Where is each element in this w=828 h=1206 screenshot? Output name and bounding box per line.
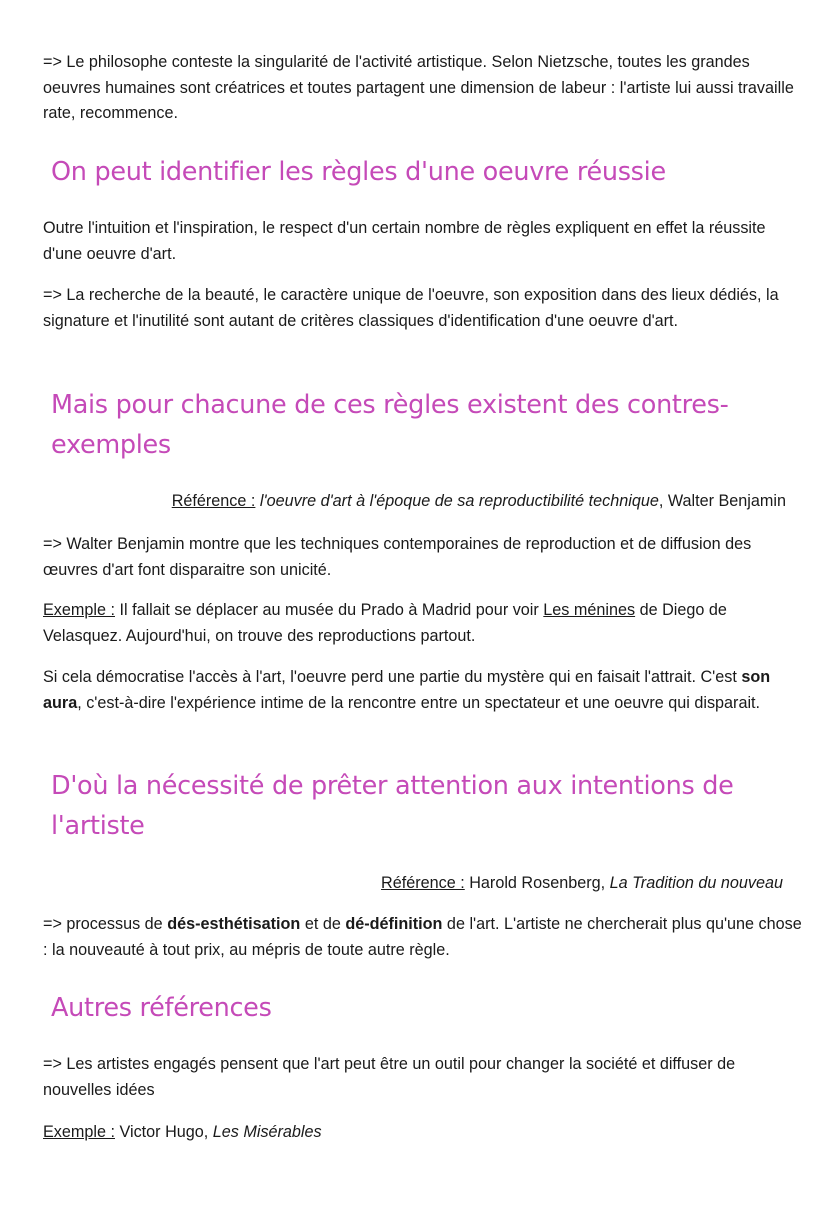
example-title: Les Misérables — [212, 1123, 322, 1141]
section1-paragraph-2: => La recherche de la beauté, le caractère unique de l'oeuvre, son exposition dans des lieux dédiés, la signature et l'inutilité sont autant de critères classiques d'identification d'une oeuvre d'art. — [43, 286, 779, 330]
section-heading-counterexamples: Mais pour chacune de ces règles existent des contres-exemples — [51, 390, 729, 460]
reference-author: Harold Rosenberg, — [464, 874, 610, 892]
para-text-b: et de — [300, 915, 346, 933]
section4-paragraph-1: => Les artistes engagés pensent que l'art peut être un outil pour changer la société et diffuser de nouvelles idées — [43, 1055, 736, 1099]
example-label: Exemple : — [43, 601, 115, 619]
intro-paragraph: => Le philosophe conteste la singularité de l'activité artistique. Selon Nietzsche, toutes les grandes oeuvres humaines sont créatrices et toutes partagent une dimension de labeur : l'artiste lui aussi travaille rate, recommence. — [43, 53, 794, 122]
example-text-a: Il fallait se déplacer au musée du Prado à Madrid pour voir — [114, 601, 544, 619]
section4-example — [43, 1120, 803, 1146]
para3-bold: son aura — [43, 668, 771, 712]
example-author: Victor Hugo, — [114, 1123, 213, 1141]
reference-rosenberg — [381, 871, 783, 897]
section-heading-intentions: D'où la nécessité de prêter attention aux intentions de l'artiste — [51, 771, 734, 841]
section2-paragraph-3 — [43, 665, 803, 716]
reference-label: Référence : — [381, 874, 465, 892]
reference-title: La Tradition du nouveau — [609, 874, 783, 892]
section2-example — [43, 598, 803, 649]
example-work: Les ménines — [543, 601, 636, 619]
para3-text-a: Si cela démocratise l'accès à l'art, l'oeuvre perd une partie du mystère qui en faisait l'attrait. C'est — [43, 668, 742, 686]
section3-paragraph — [43, 912, 803, 963]
reference-title: l'oeuvre d'art à l'époque de sa reproductibilité technique — [259, 492, 659, 510]
reference-author: , Walter Benjamin — [658, 492, 786, 510]
reference-label: Référence : — [171, 492, 256, 510]
para3-text-b: , c'est-à-dire l'expérience intime de la rencontre entre un spectateur et une oeuvre qui disparait. — [77, 693, 761, 712]
example-text-b: de Diego de Velasquez. Aujourd'hui, on trouve des reproductions partout. — [43, 601, 727, 645]
para-bold-1: dés-esthétisation — [167, 915, 301, 933]
para-text-c: de l'art. L'artiste ne chercherait plus qu'une chose : la nouveauté à tout prix, au mépris de toute autre règle. — [43, 915, 802, 959]
reference-benjamin — [172, 489, 786, 515]
section1-paragraph-1: Outre l'intuition et l'inspiration, le respect d'un certain nombre de règles expliquent en effet la réussite d'une oeuvre d'art. — [43, 219, 766, 263]
para-bold-2: dé-définition — [345, 915, 443, 933]
section-heading-rules: On peut identifier les règles d'une oeuvre réussie — [51, 157, 666, 187]
para-text-a: => processus de — [43, 915, 168, 933]
section2-paragraph-1: => Walter Benjamin montre que les techniques contemporaines de reproduction et de diffusion des œuvres d'art font disparaitre son unicité. — [43, 535, 752, 579]
example-label: Exemple : — [43, 1123, 115, 1141]
section-heading-other-references: Autres références — [51, 993, 272, 1023]
